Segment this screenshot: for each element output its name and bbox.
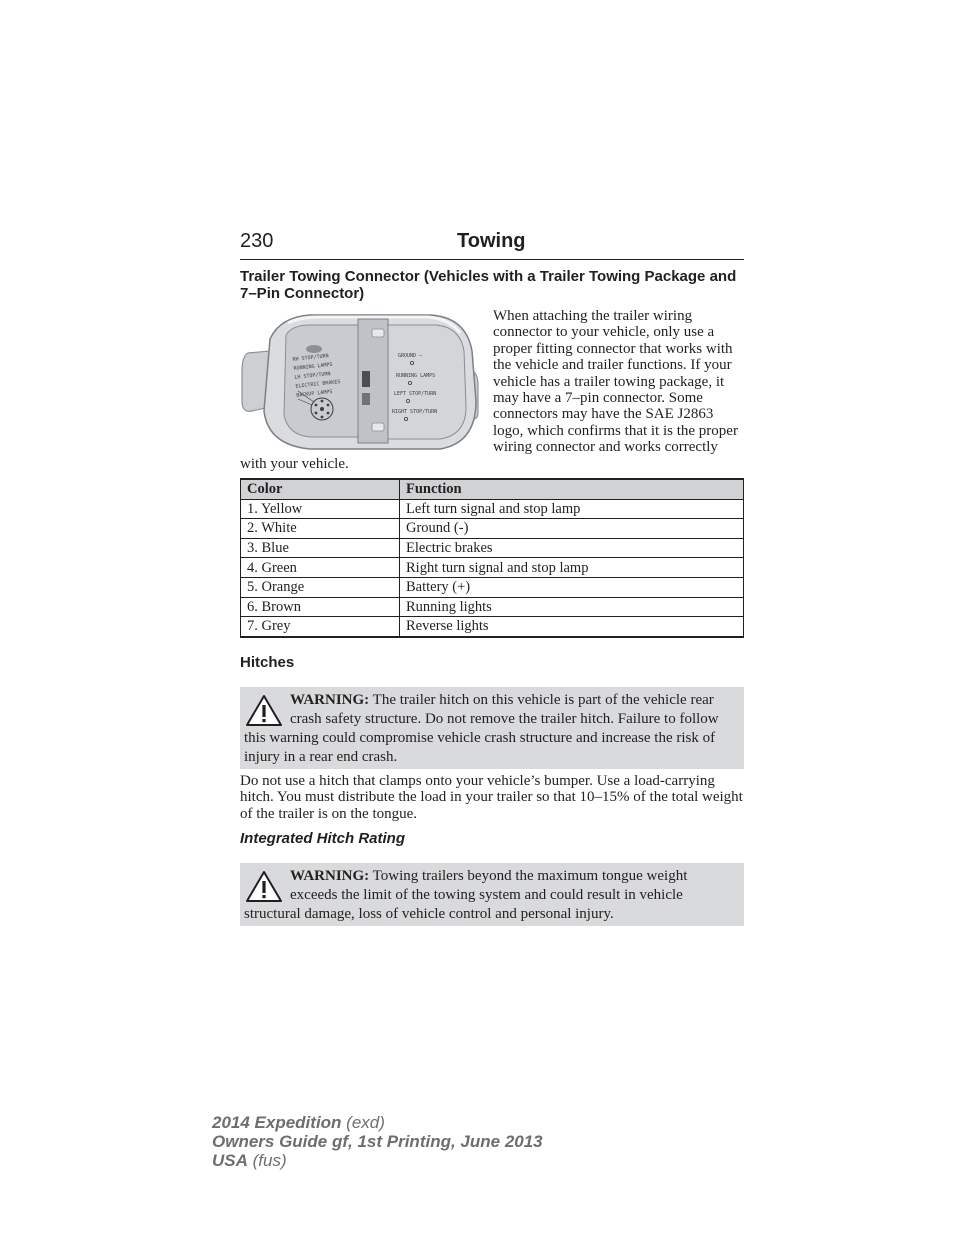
table-cell-function: Reverse lights bbox=[400, 617, 744, 637]
table-cell-color: 4. Green bbox=[241, 558, 400, 578]
footer-printing: Owners Guide gf, 1st Printing, June 2013 bbox=[212, 1132, 543, 1151]
pin-color-table bbox=[240, 478, 744, 638]
table-row bbox=[241, 558, 744, 578]
table-row bbox=[241, 617, 744, 637]
page-header bbox=[240, 229, 744, 260]
table-row bbox=[241, 597, 744, 617]
table-cell-function: Left turn signal and stop lamp bbox=[400, 499, 744, 519]
warning-triangle-icon bbox=[244, 693, 284, 729]
footer-line-1 bbox=[212, 1113, 543, 1132]
figure-label-left-1: RH STOP/TURN bbox=[292, 353, 329, 363]
figure-label-right-2: RUNNING LAMPS bbox=[396, 373, 436, 379]
table-cell-function: Battery (+) bbox=[400, 577, 744, 597]
table-header-color: Color bbox=[241, 479, 400, 499]
trailer-connector-illustration bbox=[240, 311, 480, 456]
warning-triangle-icon bbox=[244, 869, 284, 905]
footer-model-code: (exd) bbox=[341, 1113, 385, 1132]
table-row bbox=[241, 577, 744, 597]
connector-paragraph-text: When attaching the trailer wiring connector to your vehicle, only use a proper fitting connector that works with the vehicle and trailer functions. If your vehicle has a trailer towing package, it may have a 7–pin connector. Some connectors may have the SAE J2863 logo, which confirms that it is the proper wiring connector and works correctly with your vehicle. bbox=[240, 308, 738, 472]
figure-label-left-2: RUNNING LAMPS bbox=[293, 361, 333, 372]
page-footer bbox=[212, 1113, 543, 1170]
table-cell-color: 1. Yellow bbox=[241, 499, 400, 519]
table-header-function: Function bbox=[400, 479, 744, 499]
figure-label-right-1: GROUND — bbox=[398, 353, 423, 359]
hitch-paragraph: Do not use a hitch that clamps onto your vehicle’s bumper. Use a load-carrying hitch. You must distribute the load in your trailer so that 10–15% of the total weight of the trailer is on the tongue. bbox=[240, 773, 743, 822]
connector-heading: Trailer Towing Connector (Vehicles with a Trailer Towing Package and 7–Pin Connector) bbox=[240, 268, 737, 302]
tongue-weight-warning-box bbox=[240, 863, 744, 926]
footer-line-2 bbox=[212, 1132, 543, 1151]
table-cell-color: 7. Grey bbox=[241, 617, 400, 637]
figure-label-left-5: BACKUP LAMPS bbox=[296, 388, 333, 399]
figure-label-left-3: LH STOP/TURN bbox=[294, 371, 331, 381]
figure-label-right-4: RIGHT STOP/TURN bbox=[392, 409, 438, 415]
table-cell-color: 5. Orange bbox=[241, 577, 400, 597]
table-cell-function: Running lights bbox=[400, 597, 744, 617]
table-cell-color: 6. Brown bbox=[241, 597, 400, 617]
table-cell-color: 2. White bbox=[241, 519, 400, 539]
warning-label: WARNING: bbox=[290, 692, 370, 708]
table-cell-function: Electric brakes bbox=[400, 538, 744, 558]
warning-text: The trailer hitch on this vehicle is part of the vehicle rear crash safety structure. Do not remove the trailer hitch. Failure to follow this warning could compromise vehicle crash structure and increase the risk of injury in a rear end crash. bbox=[244, 692, 719, 765]
table-cell-function: Right turn signal and stop lamp bbox=[400, 558, 744, 578]
warning-text: Towing trailers beyond the maximum tongue weight exceeds the limit of the towing system and could result in vehicle structural damage, loss of vehicle control and personal injury. bbox=[244, 868, 688, 922]
table-row bbox=[241, 499, 744, 519]
footer-market-code: (fus) bbox=[247, 1151, 287, 1170]
table-cell-function: Ground (-) bbox=[400, 519, 744, 539]
footer-line-3 bbox=[212, 1151, 543, 1170]
table-row bbox=[241, 519, 744, 539]
figure-label-left-4: ELECTRIC BRAKES bbox=[295, 379, 341, 390]
page-number: 230 bbox=[240, 230, 274, 252]
table-header-row bbox=[241, 479, 744, 499]
warning-label: WARNING: bbox=[290, 868, 370, 884]
table-cell-color: 3. Blue bbox=[241, 538, 400, 558]
hitches-heading: Hitches bbox=[240, 654, 295, 671]
figure-label-right-3: LEFT STOP/TURN bbox=[394, 391, 437, 397]
section-title: Towing bbox=[457, 230, 526, 252]
integrated-hitch-heading: Integrated Hitch Rating bbox=[240, 830, 406, 847]
table-row bbox=[241, 538, 744, 558]
footer-market: USA bbox=[212, 1151, 248, 1170]
hitch-warning-box bbox=[240, 687, 744, 769]
footer-model: 2014 Expedition bbox=[212, 1113, 342, 1132]
